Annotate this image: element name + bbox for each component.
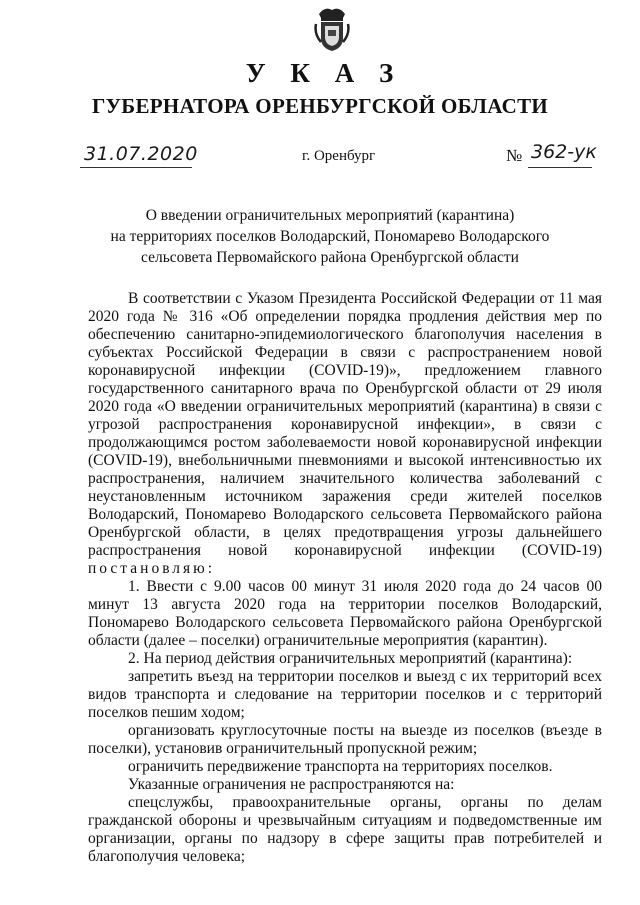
exceptions-intro: Указанные ограничения не распространяются на:: [128, 776, 455, 793]
preamble-paragraph: [88, 290, 602, 578]
item-1: 1. Ввести с 9.00 часов 00 минут 31 июля 2020 года до 24 часов 00 минут 13 августа 2020 года на территории поселков Володарский, Пономарево Володарского сельсовета Первомайского района Оренбургской области (далее – поселки) ограничительные мероприятия (карантин).: [88, 578, 602, 649]
number-underline: [528, 167, 592, 168]
subject-line: О введении ограничительных мероприятий (карантина): [145, 207, 515, 224]
item-2-entry: запретить въезд на территории поселков и выезд с их территорий всех видов транспорта и следование на территории поселков и с территорий поселков пешим ходом;: [88, 668, 602, 721]
exception-entry: спецслужбы, правоохранительные органы, органы по делам гражданской обороны и чрезвычайным ситуациям и подведомственные им организации, органы по надзору в сфере защиты прав потребителей и благополучия человека;: [88, 794, 602, 865]
decree-city: г. Оренбург: [302, 148, 376, 164]
item-2: 2. На период действия ограничительных мероприятий (карантина):: [128, 650, 573, 667]
subject-line: сельсовета Первомайского района Оренбургской области: [141, 249, 519, 266]
subject-line: на территориях поселков Володарский, Пономарево Володарского: [110, 228, 550, 245]
document-type-title: У К А З: [245, 58, 403, 88]
decree-number: 362-ук: [531, 141, 597, 163]
decree-body: [88, 290, 602, 866]
decree-word: постановляю:: [88, 560, 216, 577]
issuer-title: ГУБЕРНАТОРА ОРЕНБУРГСКОЙ ОБЛАСТИ: [91, 94, 549, 118]
item-2-entry: ограничить передвижение транспорта на территориях поселков.: [128, 758, 553, 775]
coat-of-arms-emblem: [313, 4, 351, 52]
decree-date: 31.07.2020: [84, 143, 198, 165]
dateline: [0, 141, 640, 175]
item-2-entry: организовать круглосуточные посты на выезде из поселков (въезде в поселки), установив ограничительный пропускной режим;: [88, 722, 602, 757]
preamble-text: В соответствии с Указом Президента Российской Федерации от 11 мая 2020 года № 316 «Об определении порядка продления действия мер по обеспечению санитарно-эпидемиологического благополучия населения в субъектах Российской Федерации в связи с распространением новой коронавирусной инфекции (COVID-19)», предложением главного государственного санитарного врача по Оренбургской области от 29 июля 2020 года «О введении ограничительных мероприятий (карантина) в связи с угрозой распространения коронавирусной инфекции», в связи с продолжающимся ростом заболеваемости новой коронавирусной инфекции (COVID-19), внебольничными пневмониями и высокой интенсивностью их распространения, наличием значительного количества заболеваний с неустановленным источником заражения среди жителей поселков Володарский, Пономарево Володарского сельсовета Первомайского района Оренбургской области, в целях предотвращения угрозы дальнейшего распространения новой коронавирусной инфекции (COVID-19): [88, 290, 602, 559]
number-label: №: [506, 146, 523, 165]
date-underline: [80, 167, 192, 168]
decree-subject: [60, 205, 600, 268]
